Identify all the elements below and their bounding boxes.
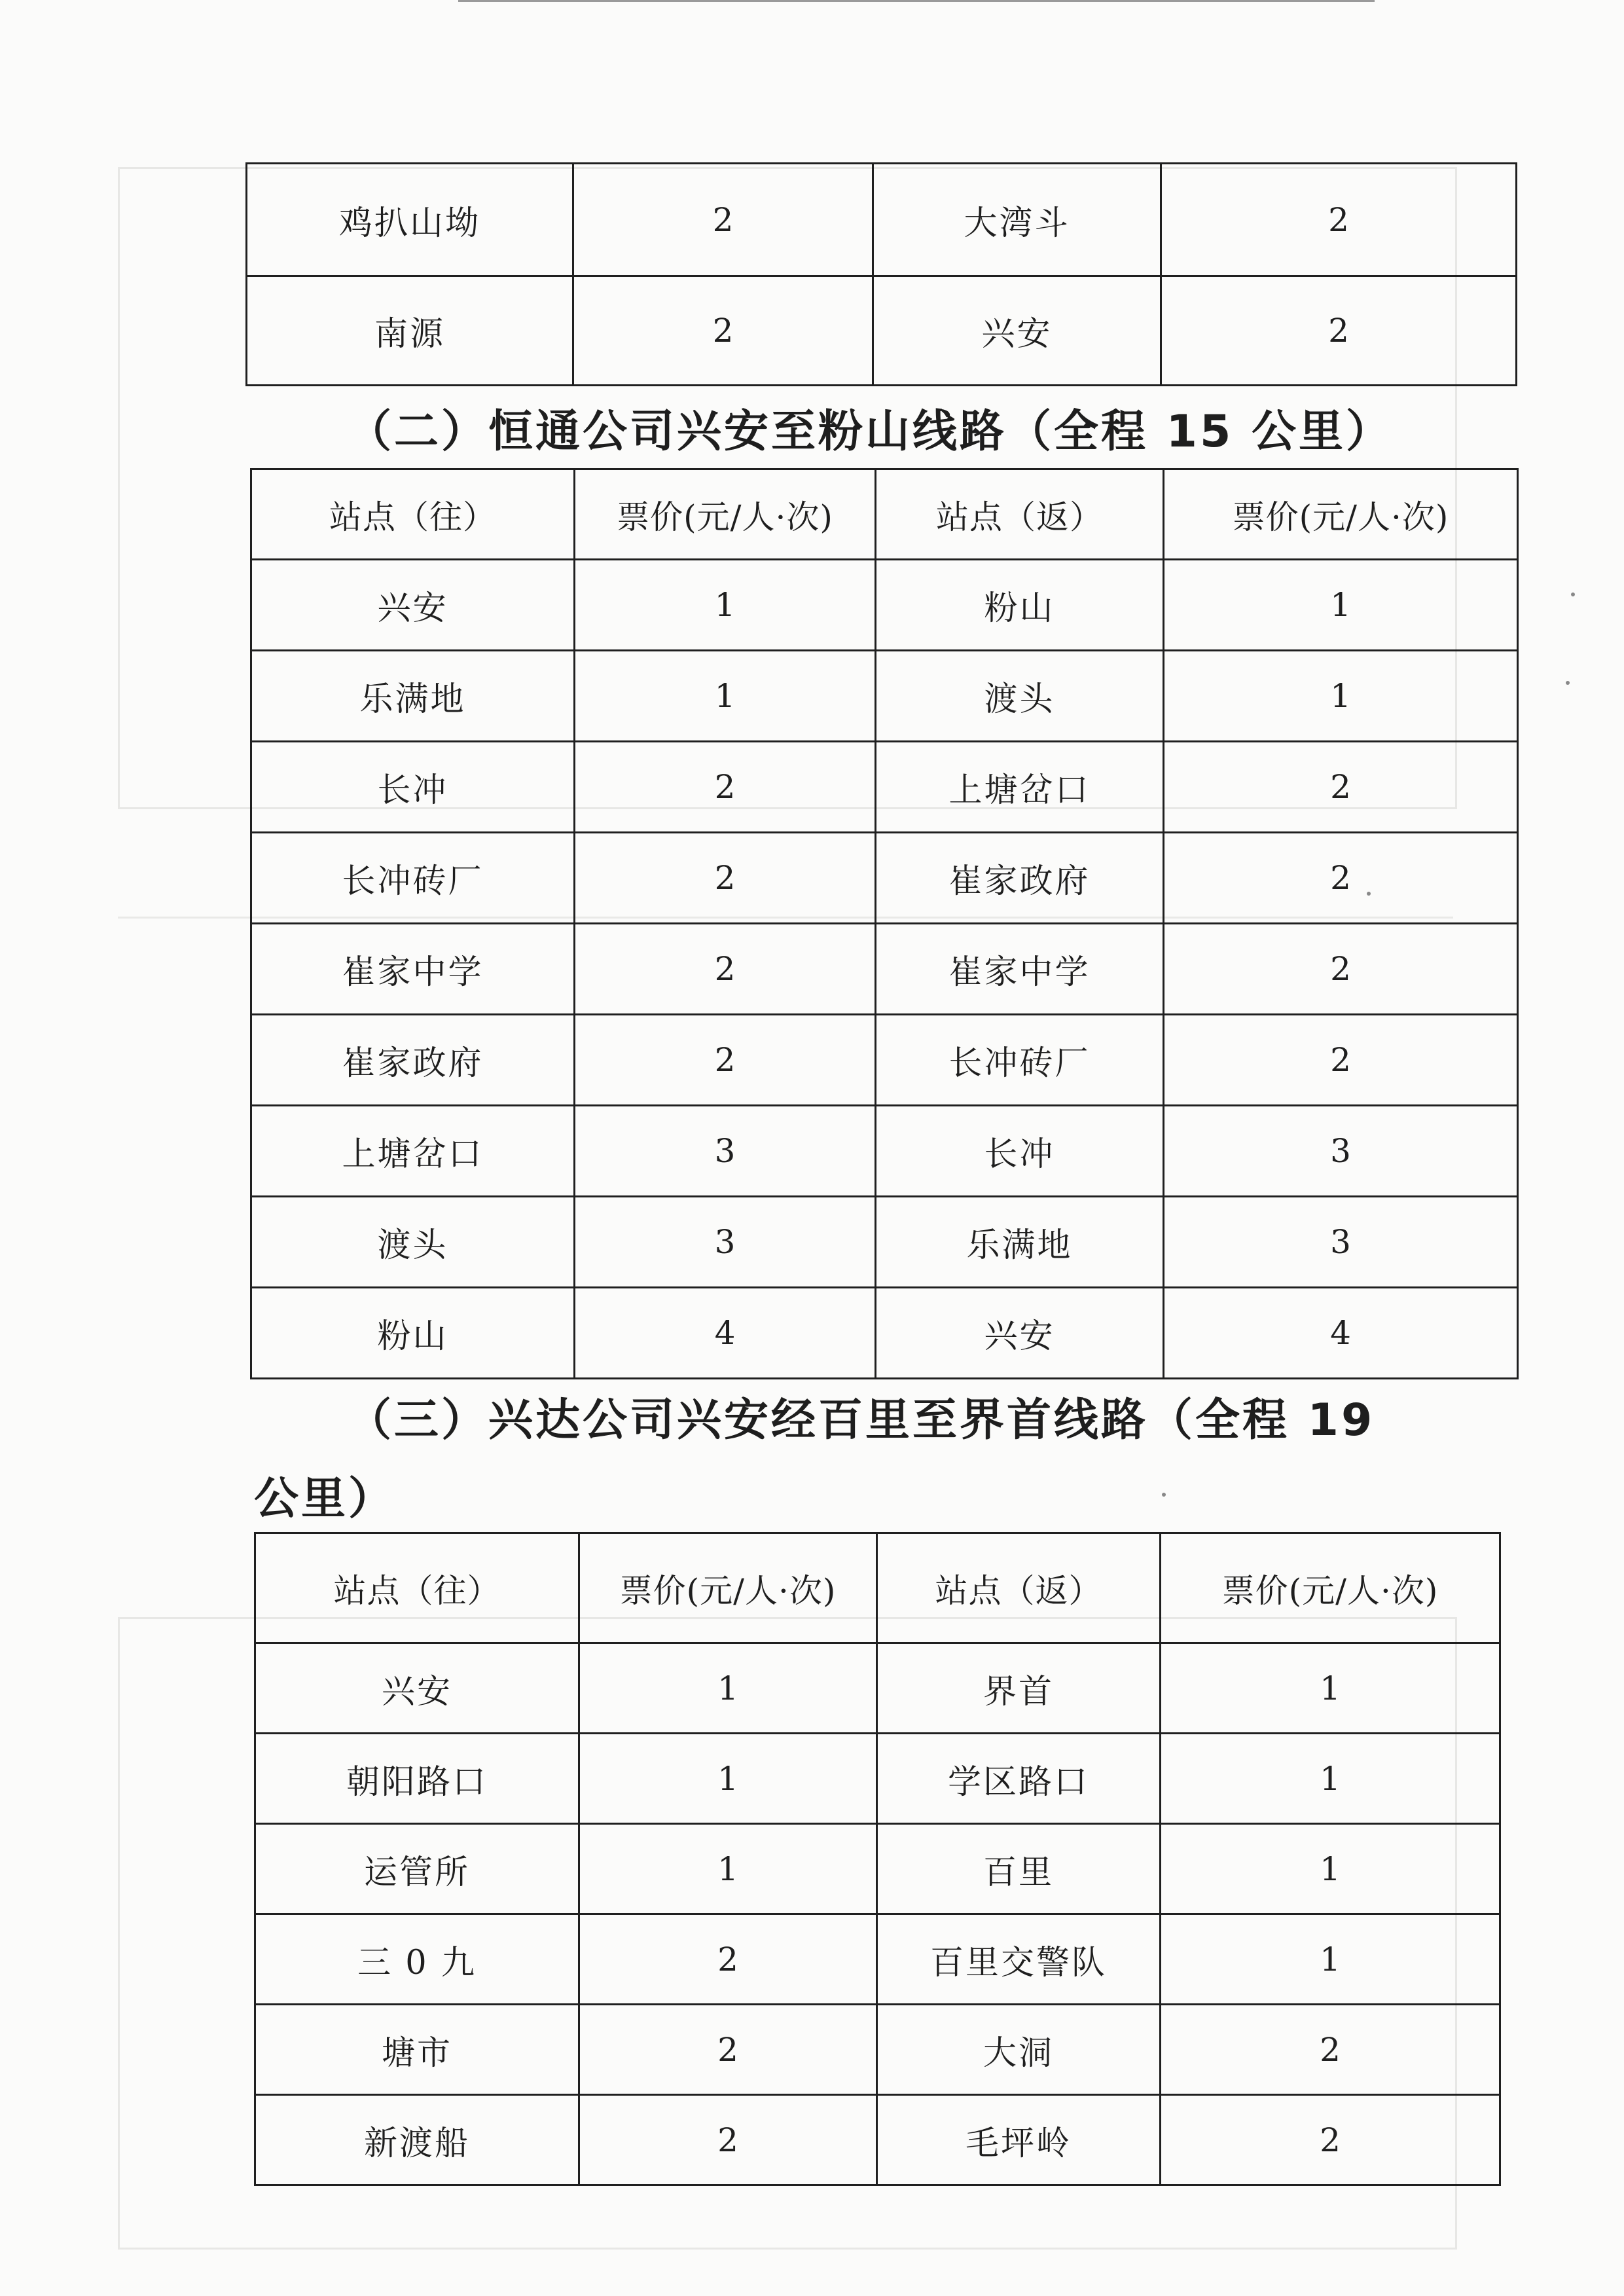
fare-return: 1 xyxy=(1161,1914,1500,2005)
station-outbound: 乐满地 xyxy=(251,651,575,742)
station-return: 渡头 xyxy=(876,651,1164,742)
table-header-row xyxy=(251,469,1518,560)
fare-outbound: 2 xyxy=(579,2095,877,2185)
table-row xyxy=(247,276,1517,386)
fare-outbound: 3 xyxy=(575,1106,876,1197)
fare-outbound: 1 xyxy=(579,1643,877,1734)
column-header: 站点（往） xyxy=(255,1533,579,1643)
station-outbound: 渡头 xyxy=(251,1197,575,1288)
station-outbound: 三 0 九 xyxy=(255,1914,579,2005)
table-row xyxy=(255,1824,1500,1914)
scan-speck xyxy=(1571,592,1575,596)
fare-outbound: 1 xyxy=(575,560,876,651)
fare-table-hengtong xyxy=(250,468,1519,1379)
column-header: 票价(元/人·次) xyxy=(575,469,876,560)
column-header: 站点（往） xyxy=(251,469,575,560)
table-row xyxy=(251,833,1518,924)
station-return: 界首 xyxy=(877,1643,1161,1734)
table-row xyxy=(251,742,1518,833)
fare-outbound: 2 xyxy=(579,2005,877,2095)
station-return: 乐满地 xyxy=(876,1197,1164,1288)
fare-outbound: 4 xyxy=(575,1288,876,1379)
fare-return: 2 xyxy=(1161,2095,1500,2185)
fare-outbound: 1 xyxy=(579,1734,877,1824)
station-outbound: 南源 xyxy=(247,276,573,386)
fare-return: 2 xyxy=(1164,742,1518,833)
table-row xyxy=(251,1015,1518,1106)
station-outbound: 新渡船 xyxy=(255,2095,579,2185)
fare-outbound: 2 xyxy=(573,276,873,386)
station-outbound: 崔家中学 xyxy=(251,924,575,1015)
table-row xyxy=(251,560,1518,651)
station-return: 毛坪岭 xyxy=(877,2095,1161,2185)
station-return: 上塘岔口 xyxy=(876,742,1164,833)
station-outbound: 运管所 xyxy=(255,1824,579,1914)
fare-return: 2 xyxy=(1161,164,1517,276)
table-row xyxy=(251,651,1518,742)
station-return: 百里交警队 xyxy=(877,1914,1161,2005)
station-outbound: 上塘岔口 xyxy=(251,1106,575,1197)
fare-outbound: 3 xyxy=(575,1197,876,1288)
fare-outbound: 2 xyxy=(579,1914,877,2005)
column-header: 票价(元/人·次) xyxy=(1164,469,1518,560)
station-return: 大湾斗 xyxy=(873,164,1161,276)
fare-outbound: 2 xyxy=(573,164,873,276)
fare-return: 2 xyxy=(1161,2005,1500,2095)
station-outbound: 崔家政府 xyxy=(251,1015,575,1106)
fare-table-continued xyxy=(245,162,1517,386)
fare-return: 2 xyxy=(1164,1015,1518,1106)
fare-outbound: 2 xyxy=(575,1015,876,1106)
fare-outbound: 2 xyxy=(575,833,876,924)
station-return: 学区路口 xyxy=(877,1734,1161,1824)
section-3-heading: （三）兴达公司兴安经百里至界首线路（全程 19 xyxy=(347,1394,1375,1446)
station-outbound: 塘市 xyxy=(255,2005,579,2095)
fare-outbound: 2 xyxy=(575,742,876,833)
section-2-heading: （二）恒通公司兴安至粉山线路（全程 15 公里） xyxy=(347,406,1393,458)
fare-table-xingda xyxy=(254,1532,1501,2186)
fare-return: 1 xyxy=(1161,1643,1500,1734)
table-row xyxy=(251,1106,1518,1197)
scan-speck xyxy=(1566,681,1570,685)
fare-outbound: 1 xyxy=(575,651,876,742)
station-return: 百里 xyxy=(877,1824,1161,1914)
fare-return: 2 xyxy=(1164,833,1518,924)
station-outbound: 兴安 xyxy=(251,560,575,651)
station-return: 兴安 xyxy=(873,276,1161,386)
station-return: 崔家政府 xyxy=(876,833,1164,924)
station-return: 兴安 xyxy=(876,1288,1164,1379)
fare-return: 1 xyxy=(1164,651,1518,742)
section-3-heading-continued: 公里） xyxy=(254,1473,396,1525)
table-row xyxy=(255,1643,1500,1734)
column-header: 票价(元/人·次) xyxy=(1161,1533,1500,1643)
station-outbound: 鸡扒山坳 xyxy=(247,164,573,276)
station-outbound: 粉山 xyxy=(251,1288,575,1379)
table-row xyxy=(251,1197,1518,1288)
fare-return: 3 xyxy=(1164,1106,1518,1197)
fare-return: 1 xyxy=(1161,1734,1500,1824)
table-row xyxy=(255,1914,1500,2005)
column-header: 票价(元/人·次) xyxy=(579,1533,877,1643)
station-outbound: 朝阳路口 xyxy=(255,1734,579,1824)
table-row xyxy=(255,2095,1500,2185)
table-row xyxy=(255,1734,1500,1824)
station-return: 长冲 xyxy=(876,1106,1164,1197)
table-row xyxy=(251,924,1518,1015)
fare-return: 4 xyxy=(1164,1288,1518,1379)
station-outbound: 长冲砖厂 xyxy=(251,833,575,924)
station-return: 长冲砖厂 xyxy=(876,1015,1164,1106)
fare-outbound: 1 xyxy=(579,1824,877,1914)
fare-outbound: 2 xyxy=(575,924,876,1015)
station-return: 崔家中学 xyxy=(876,924,1164,1015)
fare-return: 1 xyxy=(1161,1824,1500,1914)
table-row xyxy=(247,164,1517,276)
scan-speck xyxy=(1162,1493,1166,1497)
station-return: 大洞 xyxy=(877,2005,1161,2095)
scan-edge-line xyxy=(458,0,1375,2)
table-header-row xyxy=(255,1533,1500,1643)
station-outbound: 长冲 xyxy=(251,742,575,833)
table-row xyxy=(251,1288,1518,1379)
fare-return: 3 xyxy=(1164,1197,1518,1288)
column-header: 站点（返） xyxy=(877,1533,1161,1643)
station-return: 粉山 xyxy=(876,560,1164,651)
fare-return: 2 xyxy=(1164,924,1518,1015)
fare-return: 2 xyxy=(1161,276,1517,386)
column-header: 站点（返） xyxy=(876,469,1164,560)
fare-return: 1 xyxy=(1164,560,1518,651)
station-outbound: 兴安 xyxy=(255,1643,579,1734)
table-row xyxy=(255,2005,1500,2095)
